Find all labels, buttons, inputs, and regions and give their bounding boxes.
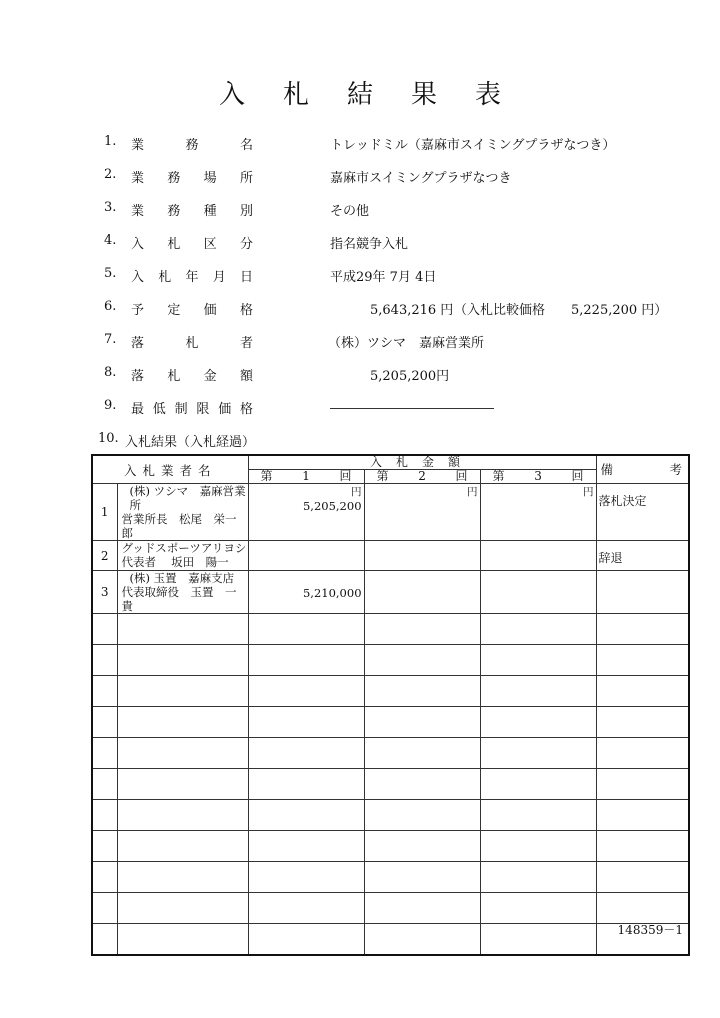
item-value: トレッドミル（嘉麻市スイミングプラザなつき）	[330, 138, 616, 153]
info-item-business-name	[104, 134, 664, 167]
info-list	[98, 134, 668, 464]
item-value: （株）ツシマ 嘉麻営業所	[328, 336, 485, 351]
header-round-3: 第 3 回	[480, 470, 596, 484]
item-label: 予 定 価 格	[131, 303, 253, 318]
item-value: 平成29年 7月 4日	[330, 270, 437, 285]
info-item-minimum-price	[104, 398, 664, 431]
table-header-row	[92, 455, 689, 470]
round-2-amount	[364, 571, 480, 614]
item-number: 10.	[98, 431, 119, 446]
info-item-winner	[104, 332, 664, 365]
remarks	[596, 571, 689, 614]
round-3-amount: 円	[480, 484, 596, 541]
item-label: 業 務 種 別	[131, 204, 253, 219]
item-number: 3.	[104, 200, 117, 215]
empty-row	[92, 707, 689, 738]
comparison-price: （入札比較価格 5,225,200 円）	[454, 303, 668, 318]
bidder-name: (株) 玉置 嘉麻支店 代表取締役 玉置 一貴	[117, 571, 248, 614]
item-number: 6.	[104, 299, 117, 314]
empty-row	[92, 614, 689, 645]
empty-row	[92, 893, 689, 924]
info-item-bid-date	[104, 266, 664, 299]
item-number: 9.	[104, 398, 117, 413]
item-value: その他	[330, 204, 370, 219]
document-number: 148359－1	[617, 923, 683, 937]
bidder-name: グッドスポーツアリヨシ 代表者 坂田 陽一	[117, 541, 248, 571]
round-3-amount	[480, 571, 596, 614]
item-number: 7.	[104, 332, 117, 347]
item-label: 落 札 者	[131, 336, 253, 351]
bidder-name: (株) ツシマ 嘉麻営業所 営業所長 松尾 栄一郎	[117, 484, 248, 541]
info-item-bid-category	[104, 233, 664, 266]
round-2-amount	[364, 541, 480, 571]
row-index: 1	[92, 484, 117, 541]
item-value: 嘉麻市スイミングプラザなつき	[330, 171, 512, 186]
item-value: 5,643,216 円	[370, 303, 454, 318]
round-2-amount: 円	[364, 484, 480, 541]
empty-row	[92, 800, 689, 831]
item-label: 入札結果（入札経過）	[125, 435, 256, 450]
row-index: 2	[92, 541, 117, 571]
round-1-amount: 5,210,000	[248, 571, 364, 614]
item-number: 8.	[104, 365, 117, 380]
info-item-business-location	[104, 167, 664, 200]
item-label: 業 務 場 所	[131, 171, 253, 186]
empty-row	[92, 645, 689, 676]
item-value: 指名競争入札	[330, 237, 409, 252]
round-1-amount	[248, 541, 364, 571]
empty-row	[92, 831, 689, 862]
item-number: 2.	[104, 167, 117, 182]
item-label: 業 務 名	[131, 138, 253, 153]
remarks: 辞退	[596, 541, 689, 571]
item-number: 4.	[104, 233, 117, 248]
header-bid-amount: 入札金額	[248, 455, 596, 470]
item-label: 入 札 年 月 日	[131, 270, 253, 285]
info-item-business-type	[104, 200, 664, 233]
page-title: 入札結果表	[218, 80, 539, 110]
bid-results-table	[91, 454, 690, 956]
empty-row	[92, 924, 689, 955]
item-number: 1.	[104, 134, 117, 149]
item-value: 5,205,200円	[370, 369, 450, 384]
round-1-amount: 円 5,205,200	[248, 484, 364, 541]
header-remarks: 備 考	[596, 455, 689, 484]
info-item-planned-price	[104, 299, 668, 332]
empty-row	[92, 676, 689, 707]
table-row	[92, 571, 689, 614]
empty-row	[92, 769, 689, 800]
remarks: 落札決定	[596, 484, 689, 541]
item-number: 5.	[104, 266, 117, 281]
blank-value-line	[330, 408, 494, 409]
item-label: 落 札 金 額	[131, 369, 253, 384]
round-3-amount	[480, 541, 596, 571]
header-round-1: 第 1 回	[248, 470, 364, 484]
header-round-2: 第 2 回	[364, 470, 480, 484]
item-label: 最 低 制 限 価 格	[131, 402, 253, 417]
row-index: 3	[92, 571, 117, 614]
info-item-winning-amount	[104, 365, 664, 398]
empty-row	[92, 738, 689, 769]
header-bidder-name: 入札業者名	[92, 455, 248, 484]
empty-row	[92, 862, 689, 893]
table-row	[92, 484, 689, 541]
table-row	[92, 541, 689, 571]
item-label: 入 札 区 分	[131, 237, 253, 252]
